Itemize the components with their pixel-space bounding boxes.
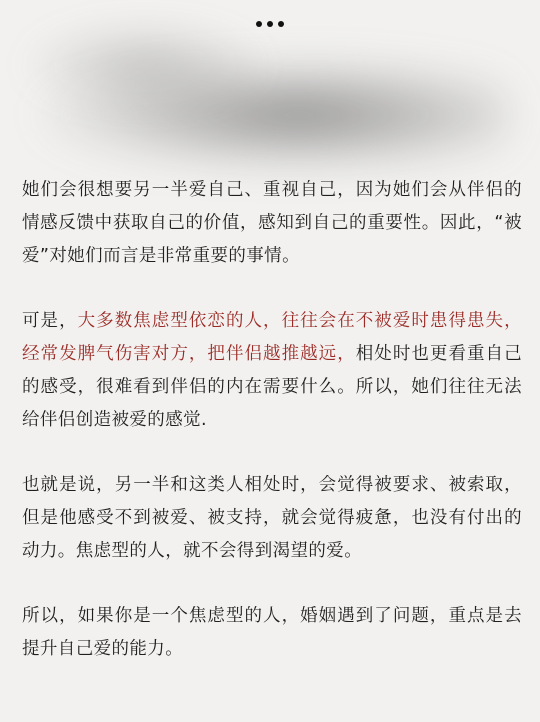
article-body (22, 174, 522, 698)
blurred-shape (40, 60, 510, 170)
paragraph-2 (22, 305, 522, 437)
paragraph-3: 也就是说，另一半和这类人相处时，会觉得被要求、被索取，但是他感受不到被爱、被支持，就会觉得疲惫，也没有付出的动力。焦虑型的人，就不会得到渴望的爱。 (22, 475, 522, 561)
dot-icon (278, 21, 284, 27)
blurred-shape (20, 20, 270, 110)
more-options-icon[interactable] (250, 16, 290, 32)
paragraph-2-lead: 可是， (22, 311, 78, 331)
paragraph-2-highlight: 大多数焦虑型依恋的人，往往会在不被爱时患得患失，经常发脾气伤害对方，把伴侣越推越远， (22, 311, 523, 364)
paragraph-1: 她们会很想要另一半爱自己、重视自己，因为她们会从伴侣的情感反馈中获取自己的价值，感知到自己的重要性。因此，“被爱”对她们而言是非常重要的事情。 (22, 180, 522, 266)
dot-icon (256, 21, 262, 27)
dot-icon (267, 21, 273, 27)
paragraph-4: 所以，如果你是一个焦虑型的人，婚姻遇到了问题，重点是去提升自己爱的能力。 (22, 606, 522, 659)
paragraph-2-rest: 相处时也更看重自己的感受，很难看到伴侣的内在需要什么。所以，她们往往无法给伴侣创造被爱的感觉. (22, 344, 522, 430)
